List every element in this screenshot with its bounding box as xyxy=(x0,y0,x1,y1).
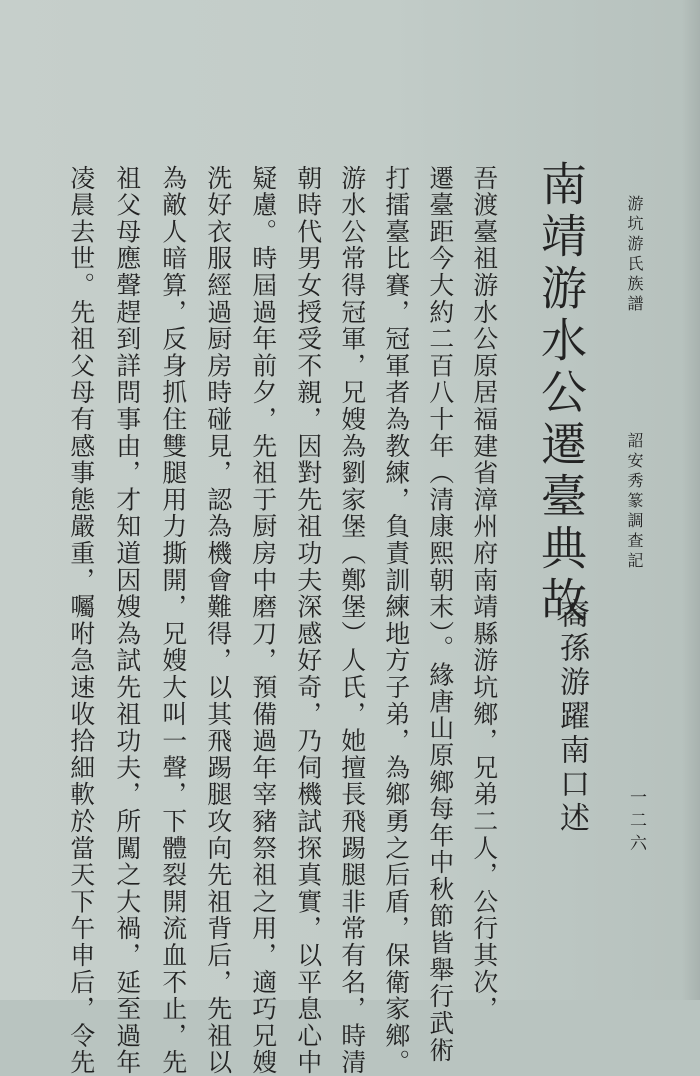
page-number: 一二六 xyxy=(626,788,646,857)
body-column-8: 為敵人暗算，反身抓住雙腿用力撕開，兄嫂大叫一聲，下體裂開流血不止，先 xyxy=(158,165,188,1076)
body-column-2: 遷臺距今大約二百八十年（清康熙朝末）。緣唐山原鄉每年中秋節皆舉行武術 xyxy=(425,165,455,1064)
running-header-book-title: 游坑游氏族譜 xyxy=(625,195,644,315)
body-column-9: 祖父母應聲趕到詳問事由，才知道因嫂為試先祖功夫，所闖之大禍，延至過年 xyxy=(112,165,142,1076)
article-narrator: 裔孫游躍南口述 xyxy=(554,598,589,836)
body-column-4: 游水公常得冠軍，兄嫂為劉家堡（鄭堡）人氏，她擅長飛踢腿非常有名，時清 xyxy=(337,165,367,1076)
body-column-5: 朝時代男女授受不親，因對先祖功夫深感好奇，乃伺機試探真實，以平息心中 xyxy=(293,165,323,1076)
body-column-1: 吾渡臺祖游水公原居福建省漳州府南靖縣游坑鄉，兄弟二人，公行其次， xyxy=(469,165,499,1023)
body-column-7: 洗好衣服經過厨房時碰見，認為機會難得，以其飛踢腿攻向先祖背后，先祖以 xyxy=(203,165,233,1076)
running-header-source-note: 詔安秀篆調查記 xyxy=(625,432,644,572)
body-column-3: 打擂臺比賽，冠軍者為教練，負責訓練地方子弟，為鄉勇之后盾，保衛家鄉。 xyxy=(381,165,411,1076)
body-column-10: 凌晨去世。先祖父母有感事態嚴重，囑咐急速收拾細軟於當天下午申后，令先 xyxy=(66,165,96,1076)
article-title: 南靖游水公遷臺典故 xyxy=(534,160,588,628)
page-gutter-shadow xyxy=(682,0,700,1000)
body-column-6: 疑慮。時屆過年前夕，先祖于厨房中磨刀，預備過年宰豬祭祖之用，適巧兄嫂 xyxy=(248,165,278,1076)
